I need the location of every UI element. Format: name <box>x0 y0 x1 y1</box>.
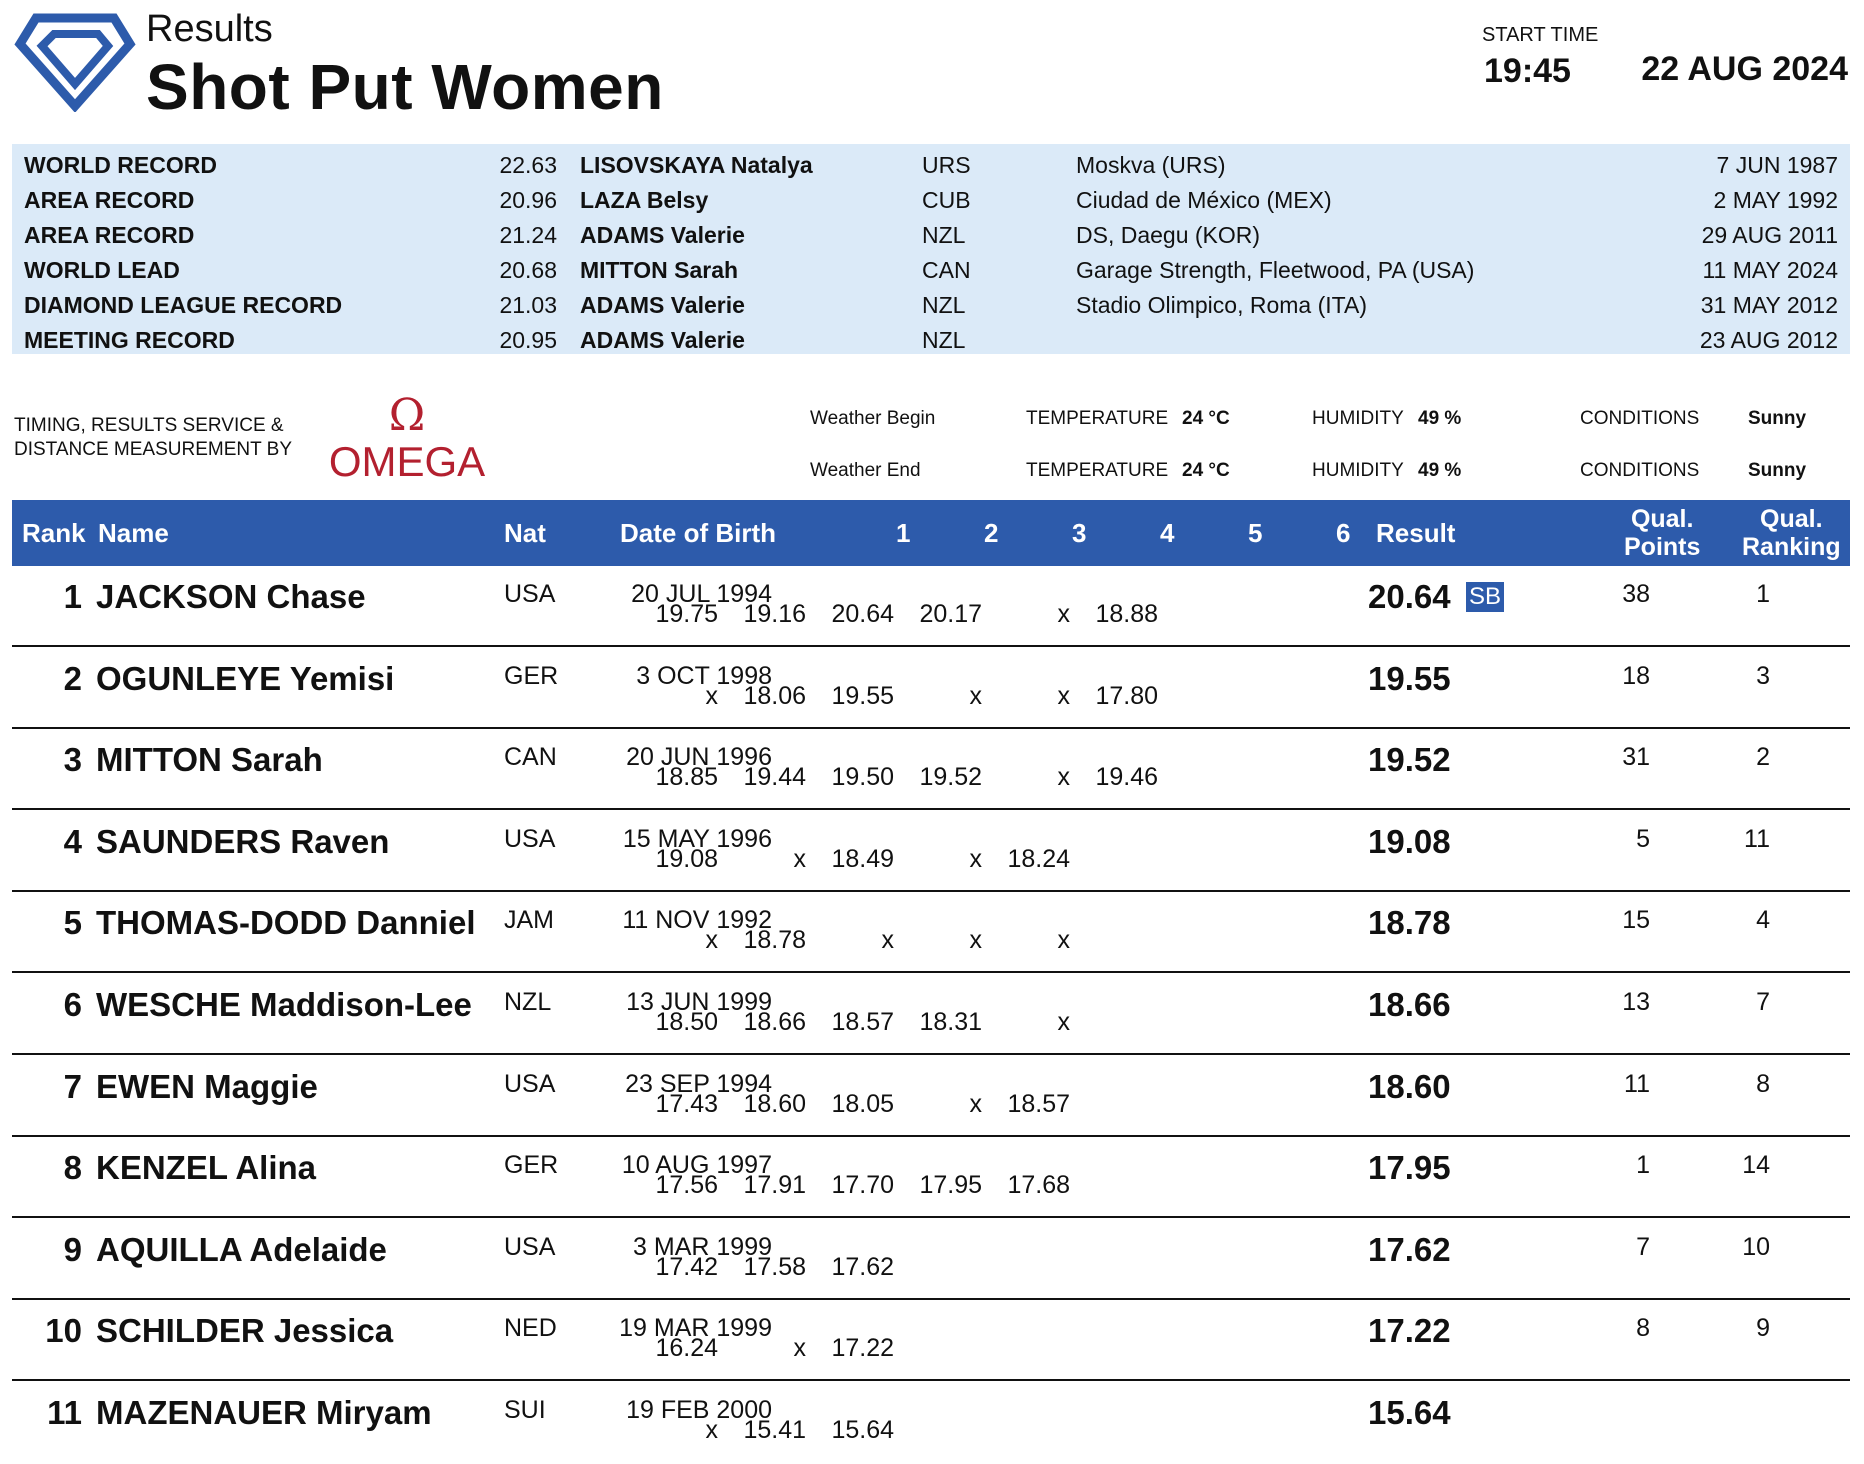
table-row <box>12 648 1850 729</box>
attempt-5: 18.24 <box>1007 844 1070 873</box>
col-qual-ranking-line-2: Ranking <box>1742 533 1841 561</box>
athlete-rank: 8 <box>63 1149 82 1187</box>
record-date: 31 MAY 2012 <box>1700 292 1838 318</box>
record-nat: NZL <box>922 222 966 248</box>
attempt-2: 18.66 <box>743 1008 806 1036</box>
attempt-3: 18.49 <box>831 844 894 873</box>
attempt-2: 17.91 <box>743 1171 806 1200</box>
diamond-league-logo-icon <box>14 12 136 112</box>
table-row <box>12 566 1850 647</box>
qual-ranking: 1 <box>1756 580 1770 608</box>
record-row <box>12 253 1850 288</box>
col-dob: Date of Birth <box>620 518 776 548</box>
qual-ranking: 11 <box>1744 824 1770 853</box>
athlete-dob: 3 MAR 1999 <box>633 1232 772 1261</box>
attempt-1: 18.50 <box>655 1008 718 1036</box>
athlete-result: 18.60 <box>1368 1067 1451 1105</box>
attempt-6: 18.88 <box>1095 600 1158 628</box>
col-rank: Rank <box>22 518 86 548</box>
attempt-3: 20.64 <box>831 600 894 628</box>
athlete-rank: 9 <box>63 1230 82 1268</box>
attempt-2: 17.58 <box>743 1252 806 1281</box>
athlete-nat: SUI <box>504 1396 546 1424</box>
attempt-3: 18.05 <box>831 1089 894 1118</box>
record-mark: 20.95 <box>499 327 557 353</box>
athlete-dob: 13 JUN 1999 <box>626 988 772 1016</box>
attempt-1: 17.56 <box>655 1171 718 1200</box>
timing-credit-line-2: DISTANCE MEASUREMENT BY <box>14 439 293 460</box>
qual-points: 15 <box>1622 906 1650 935</box>
qual-ranking: 2 <box>1756 743 1770 772</box>
athlete-nat: CAN <box>504 743 557 772</box>
athlete-result: 19.08 <box>1368 822 1451 860</box>
record-venue: DS, Daegu (KOR) <box>1076 222 1261 248</box>
athlete-rank: 1 <box>63 578 82 615</box>
timing-credit-line-1: TIMING, RESULTS SERVICE & <box>14 415 284 436</box>
event-date: 22 AUG 2024 <box>1641 50 1848 88</box>
athlete-rank: 2 <box>63 659 82 697</box>
attempt-4: 20.17 <box>919 600 982 628</box>
attempt-4: x <box>969 1089 982 1118</box>
results-table-header <box>12 500 1850 566</box>
qual-points: 13 <box>1622 988 1650 1016</box>
col-qual-ranking-line-1: Qual. <box>1760 505 1823 533</box>
athlete-rank: 5 <box>63 904 82 942</box>
athlete-dob: 11 NOV 1992 <box>622 906 772 935</box>
start-time: 19:45 <box>1484 52 1571 90</box>
weather-begin-temp: 24 °C <box>1182 408 1230 429</box>
athlete-name: EWEN Maggie <box>96 1067 318 1105</box>
qual-ranking: 7 <box>1756 988 1770 1016</box>
attempt-1: 17.42 <box>655 1252 718 1281</box>
athlete-rank: 6 <box>63 986 82 1023</box>
record-date: 2 MAY 1992 <box>1713 187 1838 213</box>
athlete-rank: 10 <box>45 1312 82 1350</box>
record-holder: ADAMS Valerie <box>580 292 745 318</box>
attempt-5: 18.57 <box>1007 1089 1070 1118</box>
qual-ranking: 4 <box>1756 906 1770 935</box>
col-attempt-2: 2 <box>984 518 999 548</box>
weather-end-conditions: Sunny <box>1748 460 1807 481</box>
athlete-dob: 19 FEB 2000 <box>626 1396 772 1424</box>
record-type: WORLD LEAD <box>24 257 180 283</box>
col-attempt-4: 4 <box>1160 518 1175 548</box>
attempt-1: x <box>705 1416 718 1444</box>
attempt-5: x <box>1057 600 1070 628</box>
athlete-dob: 20 JUL 1994 <box>631 580 772 608</box>
record-holder: LISOVSKAYA Natalya <box>580 152 813 178</box>
document-subtitle: Results <box>146 8 273 50</box>
athlete-nat: USA <box>504 1069 556 1098</box>
qual-points: 11 <box>1624 1069 1650 1098</box>
record-type: MEETING RECORD <box>24 327 235 353</box>
attempt-6: 17.80 <box>1095 681 1158 710</box>
attempt-2: 18.06 <box>743 681 806 710</box>
athlete-nat: USA <box>504 580 556 608</box>
col-qual-points <box>1624 505 1700 561</box>
col-qual-points-line-1: Qual. <box>1630 505 1694 533</box>
weather-begin-humidity: 49 % <box>1418 408 1462 429</box>
athlete-nat: USA <box>504 824 556 853</box>
athlete-rank: 7 <box>63 1067 82 1105</box>
attempt-1: 16.24 <box>655 1334 718 1363</box>
table-row <box>12 974 1850 1055</box>
qual-points: 1 <box>1636 1151 1650 1180</box>
col-name: Name <box>98 518 169 548</box>
attempt-2: x <box>793 1334 806 1363</box>
attempt-3: 18.57 <box>831 1008 894 1036</box>
attempt-4: x <box>969 681 982 710</box>
col-nat: Nat <box>504 518 546 548</box>
athlete-result: 17.22 <box>1368 1312 1451 1350</box>
record-nat: CUB <box>922 187 971 213</box>
weather-end-conditions-label: CONDITIONS <box>1580 460 1700 481</box>
attempt-2: 19.44 <box>743 763 806 792</box>
record-type: AREA RECORD <box>24 187 195 213</box>
athlete-name: AQUILLA Adelaide <box>96 1230 387 1268</box>
attempt-1: x <box>705 681 718 710</box>
table-row <box>12 729 1850 810</box>
record-mark: 21.24 <box>499 222 557 248</box>
attempt-1: 18.85 <box>655 763 718 792</box>
record-holder: MITTON Sarah <box>580 257 739 283</box>
weather-end-temp: 24 °C <box>1182 460 1230 481</box>
qual-points: 8 <box>1636 1314 1650 1343</box>
col-qual-ranking <box>1742 505 1841 561</box>
season-best-badge: SB <box>1466 582 1504 612</box>
attempt-2: 19.16 <box>743 600 806 628</box>
svg-text:Ω: Ω <box>388 392 426 441</box>
table-row <box>12 811 1850 892</box>
col-attempt-5: 5 <box>1248 518 1263 548</box>
athlete-nat: USA <box>504 1232 556 1261</box>
attempt-4: x <box>969 926 982 955</box>
attempt-5: x <box>1057 1008 1070 1036</box>
col-attempt-6: 6 <box>1336 518 1351 548</box>
attempt-3: x <box>881 926 894 955</box>
omega-wordmark: OMEGA <box>328 438 486 482</box>
table-row <box>12 1137 1850 1218</box>
record-holder: ADAMS Valerie <box>580 327 745 353</box>
attempt-5: x <box>1057 926 1070 955</box>
athlete-rank: 4 <box>63 822 82 860</box>
attempt-5: x <box>1057 681 1070 710</box>
record-type: DIAMOND LEAGUE RECORD <box>24 292 343 318</box>
qual-ranking: 10 <box>1742 1232 1770 1261</box>
athlete-rank: 11 <box>47 1394 82 1431</box>
athlete-name: THOMAS-DODD Danniel <box>96 904 476 942</box>
weather-begin-humidity-label: HUMIDITY <box>1312 408 1404 429</box>
athlete-rank: 3 <box>63 741 82 779</box>
athlete-nat: GER <box>504 661 559 690</box>
record-type: AREA RECORD <box>24 222 195 248</box>
athlete-nat: NED <box>504 1314 557 1343</box>
table-row <box>12 1382 1850 1463</box>
weather-end-humidity-label: HUMIDITY <box>1312 460 1404 481</box>
qual-points: 31 <box>1622 743 1650 772</box>
qual-ranking: 9 <box>1756 1314 1770 1343</box>
record-mark: 22.63 <box>499 152 557 178</box>
athlete-result: 17.95 <box>1368 1149 1451 1187</box>
athlete-nat: GER <box>504 1151 559 1180</box>
table-row <box>12 892 1850 973</box>
athlete-dob: 15 MAY 1996 <box>622 824 772 853</box>
qual-ranking: 3 <box>1756 661 1770 690</box>
weather-begin-temp-label: TEMPERATURE <box>1026 408 1169 429</box>
record-venue: Garage Strength, Fleetwood, PA (USA) <box>1076 257 1475 283</box>
table-row <box>12 1219 1850 1300</box>
athlete-result: 20.64 <box>1368 578 1451 615</box>
weather-end-label: Weather End <box>810 460 921 481</box>
qual-points: 38 <box>1622 580 1650 608</box>
attempt-5: x <box>1057 763 1070 792</box>
timing-credit <box>14 414 292 462</box>
record-type: WORLD RECORD <box>24 152 217 178</box>
record-mark: 21.03 <box>499 292 557 318</box>
record-row <box>12 218 1850 253</box>
record-row <box>12 288 1850 323</box>
attempt-3: 17.70 <box>831 1171 894 1200</box>
record-row <box>12 148 1850 183</box>
qual-points: 7 <box>1636 1232 1650 1261</box>
record-mark: 20.68 <box>499 257 557 283</box>
qual-ranking: 14 <box>1742 1151 1770 1180</box>
athlete-nat: NZL <box>504 988 552 1016</box>
attempt-2: 18.78 <box>743 926 806 955</box>
athlete-dob: 19 MAR 1999 <box>619 1314 772 1343</box>
attempt-2: 18.60 <box>743 1089 806 1118</box>
col-attempt-3: 3 <box>1072 518 1087 548</box>
attempt-2: 15.41 <box>743 1416 806 1444</box>
attempt-1: x <box>705 926 718 955</box>
record-date: 23 AUG 2012 <box>1699 327 1838 353</box>
attempt-3: 17.22 <box>831 1334 894 1363</box>
attempt-5: 17.68 <box>1007 1171 1070 1200</box>
record-venue: Ciudad de México (MEX) <box>1076 187 1332 213</box>
qual-points: 18 <box>1622 661 1650 690</box>
athlete-result: 19.55 <box>1368 659 1451 697</box>
attempt-4: 19.52 <box>919 763 982 792</box>
athlete-dob: 3 OCT 1998 <box>636 661 772 690</box>
record-holder: ADAMS Valerie <box>580 222 745 248</box>
record-venue: Moskva (URS) <box>1076 152 1226 178</box>
athlete-name: MAZENAUER Miryam <box>96 1394 432 1431</box>
start-time-label: START TIME <box>1482 24 1599 46</box>
athlete-result: 18.66 <box>1368 986 1451 1023</box>
records-table <box>12 144 1850 354</box>
athlete-name: WESCHE Maddison-Lee <box>96 986 472 1023</box>
record-nat: URS <box>922 152 971 178</box>
record-venue: Stadio Olimpico, Roma (ITA) <box>1076 292 1367 318</box>
athlete-nat: JAM <box>504 906 554 935</box>
attempt-3: 17.62 <box>831 1252 894 1281</box>
weather-end-humidity: 49 % <box>1418 460 1462 481</box>
athlete-result: 19.52 <box>1368 741 1451 779</box>
omega-logo-icon <box>316 392 498 482</box>
col-qual-points-line-2: Points <box>1624 533 1701 561</box>
record-date: 11 MAY 2024 <box>1702 257 1838 283</box>
athlete-dob: 20 JUN 1996 <box>626 743 772 772</box>
record-nat: NZL <box>922 292 966 318</box>
weather-begin-label: Weather Begin <box>810 408 936 429</box>
weather-begin-conditions: Sunny <box>1748 408 1807 429</box>
athlete-dob: 23 SEP 1994 <box>625 1069 772 1098</box>
table-row <box>12 1056 1850 1137</box>
qual-points: 5 <box>1636 824 1650 853</box>
athlete-result: 15.64 <box>1368 1394 1451 1431</box>
attempt-4: x <box>969 844 982 873</box>
athlete-result: 18.78 <box>1368 904 1451 942</box>
record-row <box>12 323 1850 358</box>
athlete-name: OGUNLEYE Yemisi <box>96 659 395 697</box>
record-row <box>12 183 1850 218</box>
attempt-1: 19.08 <box>655 844 718 873</box>
attempt-4: 17.95 <box>919 1171 982 1200</box>
athlete-name: MITTON Sarah <box>96 741 323 779</box>
athlete-name: KENZEL Alina <box>96 1149 317 1187</box>
record-holder: LAZA Belsy <box>580 187 709 213</box>
athlete-name: SCHILDER Jessica <box>96 1312 394 1350</box>
table-row <box>12 1300 1850 1381</box>
attempt-1: 19.75 <box>655 600 718 628</box>
athlete-result: 17.62 <box>1368 1230 1451 1268</box>
record-nat: NZL <box>922 327 966 353</box>
qual-ranking: 8 <box>1756 1069 1770 1098</box>
attempt-1: 17.43 <box>655 1089 718 1118</box>
attempt-3: 19.50 <box>831 763 894 792</box>
attempt-4: 18.31 <box>919 1008 982 1036</box>
record-nat: CAN <box>922 257 971 283</box>
attempt-6: 19.46 <box>1095 763 1158 792</box>
record-date: 29 AUG 2011 <box>1701 222 1838 248</box>
attempt-2: x <box>793 844 806 873</box>
athlete-name: SAUNDERS Raven <box>96 822 390 860</box>
col-result: Result <box>1376 518 1456 548</box>
record-mark: 20.96 <box>499 187 557 213</box>
col-attempt-1: 1 <box>896 518 911 548</box>
record-date: 7 JUN 1987 <box>1716 152 1838 178</box>
event-title: Shot Put Women <box>146 51 664 123</box>
athlete-name: JACKSON Chase <box>96 578 366 615</box>
attempt-3: 19.55 <box>831 681 894 710</box>
athlete-dob: 10 AUG 1997 <box>621 1151 772 1180</box>
attempt-3: 15.64 <box>831 1416 894 1444</box>
weather-begin-conditions-label: CONDITIONS <box>1580 408 1700 429</box>
weather-end-temp-label: TEMPERATURE <box>1026 460 1169 481</box>
